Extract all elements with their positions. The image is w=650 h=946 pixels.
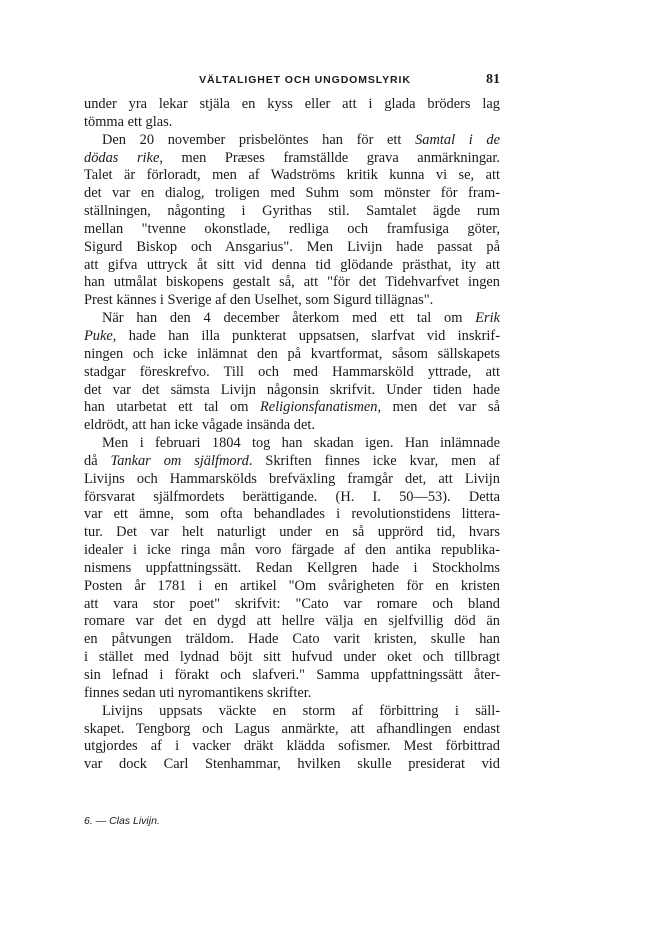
text-line: Prest kännes i Sverige af den Uselhet, som Sigurd tillägnas". bbox=[84, 292, 434, 309]
text-line: Talet är förloradt, men af Wadströms kritik kunna vi se, att bbox=[84, 167, 500, 184]
paragraph bbox=[84, 310, 500, 435]
text-line: då Tankar om själfmord. Skriften finnes icke kvar, men af bbox=[84, 452, 500, 469]
text-line: Livijns och Hammarskölds brefväxling framgår det, att Livijn bbox=[84, 470, 500, 487]
text-line: idealer i icke ringa mån voro färgade af den antika republika- bbox=[84, 542, 500, 559]
text-line: Livijns uppsats väckte en storm af förbittring i säll- bbox=[102, 702, 500, 719]
paragraph bbox=[84, 132, 500, 310]
text-line: försvarat själfmordets berättigande. (H. I. 50—53). Detta bbox=[84, 488, 500, 505]
text-line: mellan "tvenne okonstlade, redliga och framfusiga göter, bbox=[84, 220, 500, 237]
text-line: romare var det en dygd att hellre välja en sjelfvillig död än bbox=[84, 613, 500, 630]
text-line: en påtvungen träldom. Hade Cato varit kristen, skulle han bbox=[84, 631, 500, 648]
text-line: nismens uppfattningssätt. Redan Kellgren hade i Stockholms bbox=[84, 559, 500, 576]
paragraph bbox=[84, 435, 500, 703]
text-line: Den 20 november prisbelöntes han för ett Samtal i de bbox=[102, 131, 500, 148]
running-title: VÄLTALIGHET OCH UNGDOMSLYRIK bbox=[199, 74, 411, 86]
text-line: Sigurd Biskop och Ansgarius". Men Livijn hade passat på bbox=[84, 238, 500, 255]
text-line: sin lefnad i förakt och slafveri." Samma uppfattningssätt åter- bbox=[84, 667, 500, 683]
text-line: När han den 4 december återkom med ett tal om Erik bbox=[102, 310, 500, 327]
running-head bbox=[84, 72, 500, 88]
paragraph bbox=[84, 96, 500, 132]
text-line: Men i februari 1804 tog han skadan igen. Han inlämnade bbox=[102, 435, 500, 452]
text-line: han utmålat biskopens gestalt så, att "för det Tidehvarfvet ingen bbox=[84, 274, 500, 291]
text-line: i stället med lydnad böjt sitt hufvud under oket och tillbragt bbox=[84, 649, 500, 666]
text-line: ningen och icke inlämnat den på kvartformat, såsom sällskapets bbox=[84, 345, 500, 362]
text-line: tur. Det var helt naturligt under en så upprörd tid, hvars bbox=[84, 524, 500, 541]
text-line: finnes sedan uti nyromantikens skrifter. bbox=[84, 684, 312, 701]
text-line: Posten år 1781 i en artikel "Om svårigheten för en kristen bbox=[84, 577, 500, 594]
text-line: Puke, hade han illa punkterat uppsatsen, slarfvat vid inskrif- bbox=[84, 327, 500, 344]
paragraph bbox=[84, 703, 500, 774]
text-line: dödas rike, men Præses framställde grava anmärkningar. bbox=[84, 149, 500, 166]
text-line: var dock Carl Stenhammar, hvilken skulle presiderat vid bbox=[84, 756, 500, 773]
text-line: han utarbetat ett tal om Religionsfanatismen, men det var så bbox=[84, 399, 500, 416]
text-line: det var en dialog, troligen med Suhm som mönster för fram- bbox=[84, 185, 500, 202]
text-line: skapet. Tengborg och Lagus anmärkte, att afhandlingen endast bbox=[84, 720, 500, 737]
text-line: utgjordes af i vacker dräkt klädda sofismer. Mest förbittrad bbox=[84, 738, 500, 755]
body-text bbox=[84, 96, 500, 774]
text-line: att vara stor poet" skrifvit: "Cato var romare och bland bbox=[84, 595, 500, 612]
text-line: stadgar föreskrefvo. Till och med Hammarsköld yttrade, att bbox=[84, 363, 500, 380]
page-number: 81 bbox=[486, 72, 500, 87]
text-line: ställningen, någonting i Gyrithas stil. Samtalet ägde rum bbox=[84, 203, 500, 220]
signature-mark: 6. — Clas Livijn. bbox=[84, 815, 160, 827]
text-line: att gifva uttryck åt sitt vid denna tid glödande prästhat, ity att bbox=[84, 256, 500, 273]
text-line: tömma ett glas. bbox=[84, 113, 173, 130]
text-line: under yra lekar stjäla en kyss eller att i glada bröders lag bbox=[84, 96, 500, 112]
text-line: eldrödt, att han icke vågade insända det. bbox=[84, 417, 315, 434]
text-line: var ett ämne, som ofta behandlades i revolutionstidens littera- bbox=[84, 506, 500, 523]
text-line: det var det sämsta Livijn någonsin skrifvit. Under tiden hade bbox=[84, 381, 500, 398]
